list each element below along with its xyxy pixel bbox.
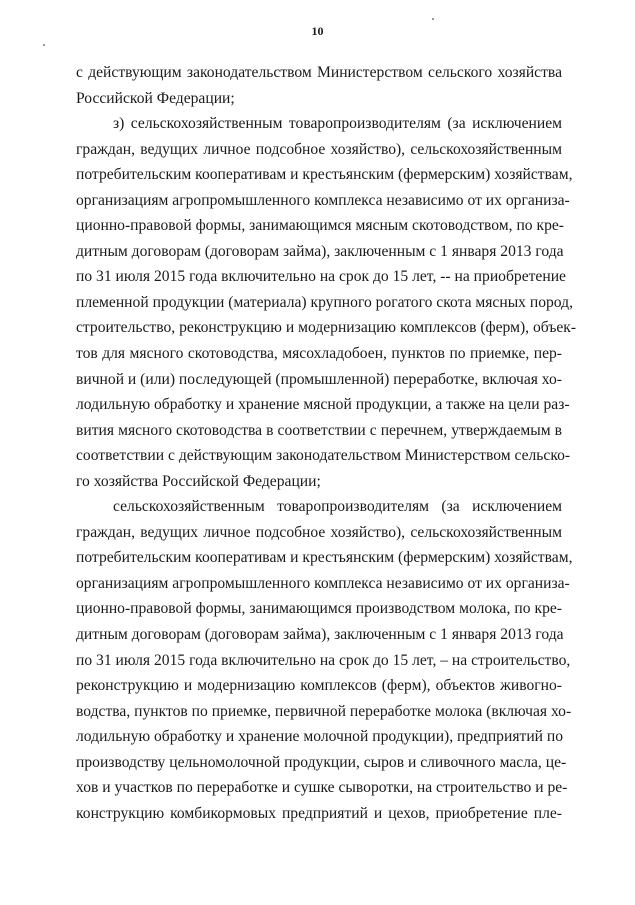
text-line: организациям агропромышленного комплекса независимо от их организа- <box>76 574 570 592</box>
text-line: ционно-правовой формы, занимающимся мясным скотоводством, по кре- <box>76 217 564 235</box>
text-line: лодильную обработку и хранение молочной продукции), предприятий по <box>76 728 564 746</box>
text-line: конструкцию комбикормовых предприятий и цехов, приобретение пле- <box>76 804 562 822</box>
scan-speck <box>432 18 434 20</box>
text-line: граждан, ведущих личное подсобное хозяйство), сельскохозяйственным <box>76 140 562 158</box>
text-line: ционно-правовой формы, занимающимся производством молока, по кре- <box>76 600 562 618</box>
text-line: сельскохозяйственным товаропроизводителям (за исключением <box>113 498 562 516</box>
text-line: соответствии с действующим законодательством Министерством сельско- <box>76 447 571 465</box>
text-line: дитным договорам (договорам займа), заключенным с 1 января 2013 года <box>76 626 564 644</box>
text-line: хов и участков по переработке и сушке сыворотки, на строительство и ре- <box>76 779 568 797</box>
text-line: тов для мясного скотоводства, мясохладобоен, пунктов по приемке, пер- <box>76 345 562 363</box>
text-line: дитным договорам (договорам займа), заключенным с 1 января 2013 года <box>76 242 564 260</box>
text-line: реконструкцию и модернизацию комплексов (ферм), объектов живогно- <box>76 677 562 695</box>
text-line: вития мясного скотоводства в соответствии с перечнем, утверждаемым в <box>76 421 562 439</box>
text-line: племенной продукции (материала) крупного рогатого скота мясных пород, <box>76 293 573 311</box>
text-line: с действующим законодательством Министерством сельского хозяйства <box>76 64 562 81</box>
text-line: строительство, реконструкцию и модернизацию комплексов (ферм), объек- <box>76 319 577 337</box>
text-line: потребительским кооперативам и крестьянским (фермерским) хозяйствам, <box>76 166 573 184</box>
text-line: граждан, ведущих личное подсобное хозяйство), сельскохозяйственным <box>76 523 562 541</box>
text-line: з) сельскохозяйственным товаропроизводителям (за исключением <box>113 115 562 133</box>
page-number: 10 <box>311 24 324 38</box>
text-line: производству цельномолочной продукции, сыров и сливочного масла, це- <box>76 753 567 771</box>
scan-speck <box>43 44 45 46</box>
text-line: водства, пунктов по приемке, первичной переработке молока (включая хо- <box>76 702 572 720</box>
text-line: организациям агропромышленного комплекса независимо от их организа- <box>76 191 570 209</box>
text-line: го хозяйства Российской Федерации; <box>76 472 321 490</box>
text-line: лодильную обработку и хранение мясной продукции, а также на цели раз- <box>76 396 570 414</box>
text-line: по 31 июля 2015 года включительно на срок до 15 лет, – на строительство, <box>76 651 571 669</box>
text-line: вичной и (или) последующей (промышленной) переработке, включая хо- <box>76 370 563 388</box>
document-body <box>76 60 577 826</box>
text-line: потребительским кооперативам и крестьянским (фермерским) хозяйствам, <box>76 549 573 567</box>
text-line: по 31 июля 2015 года включительно на срок до 15 лет, -- на приобретение <box>76 268 566 286</box>
text-line: Российской Федерации; <box>76 89 235 107</box>
